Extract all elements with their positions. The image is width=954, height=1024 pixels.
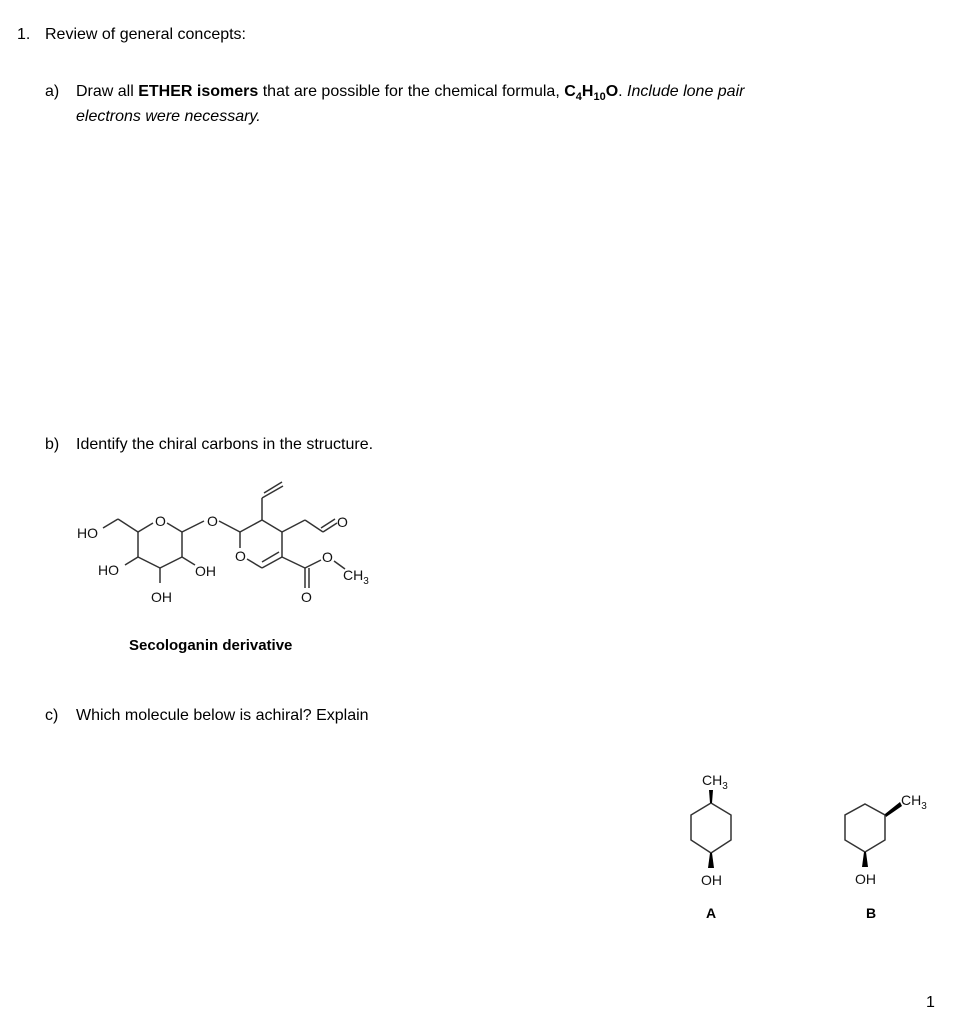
- molecule-b-label: B: [866, 905, 877, 921]
- oh-label: OH: [195, 563, 216, 579]
- o-label: O: [207, 513, 218, 529]
- part-a-label: a): [45, 83, 60, 100]
- ch3-label: $CH_3$: [343, 567, 369, 587]
- wedge-bond: [862, 852, 868, 867]
- question-title: Review of general concepts:: [45, 26, 246, 43]
- part-a-text-3: .: [618, 83, 628, 100]
- part-c-text: Which molecule below is achiral? Explain: [76, 707, 369, 724]
- o-label: O: [235, 548, 246, 564]
- question-number: 1.: [17, 26, 31, 43]
- ch3-label: $CH_3$: [901, 792, 927, 812]
- molecule-a-label: A: [706, 905, 717, 921]
- wedge-bond: [709, 790, 713, 803]
- ho-label: HO: [98, 562, 119, 578]
- part-a-italic-2: electrons were necessary.: [76, 108, 261, 125]
- part-a-text-2: that are possible for the chemical formula,: [258, 83, 565, 100]
- part-a-bold: ETHER isomers: [138, 83, 259, 100]
- part-b-text: Identify the chiral carbons in the structure.: [76, 436, 374, 453]
- molecule-b: [845, 792, 927, 887]
- chemical-formula: $C_4H_{10}O$: [564, 83, 619, 104]
- o-label: O: [322, 549, 333, 565]
- wedge-bond: [885, 802, 902, 817]
- o-label: O: [301, 589, 312, 605]
- o-label: O: [155, 513, 166, 529]
- ho-label: HO: [77, 525, 98, 541]
- oh-label: OH: [701, 872, 722, 888]
- page-number: 1: [926, 994, 935, 1011]
- structure-caption: Secologanin derivative: [129, 637, 293, 654]
- ch3-label: $CH_3$: [702, 772, 728, 792]
- oh-label: OH: [855, 871, 876, 887]
- wedge-bond: [708, 853, 714, 868]
- part-b-label: b): [45, 436, 60, 453]
- oh-label: OH: [151, 589, 172, 605]
- part-a-italic-1: Include lone pair: [627, 83, 745, 100]
- molecule-a: [691, 772, 731, 888]
- secologanin-structure: [77, 482, 369, 605]
- part-c-label: c): [45, 707, 59, 724]
- part-a-text-1: Draw all: [76, 83, 139, 100]
- o-label: O: [337, 514, 348, 530]
